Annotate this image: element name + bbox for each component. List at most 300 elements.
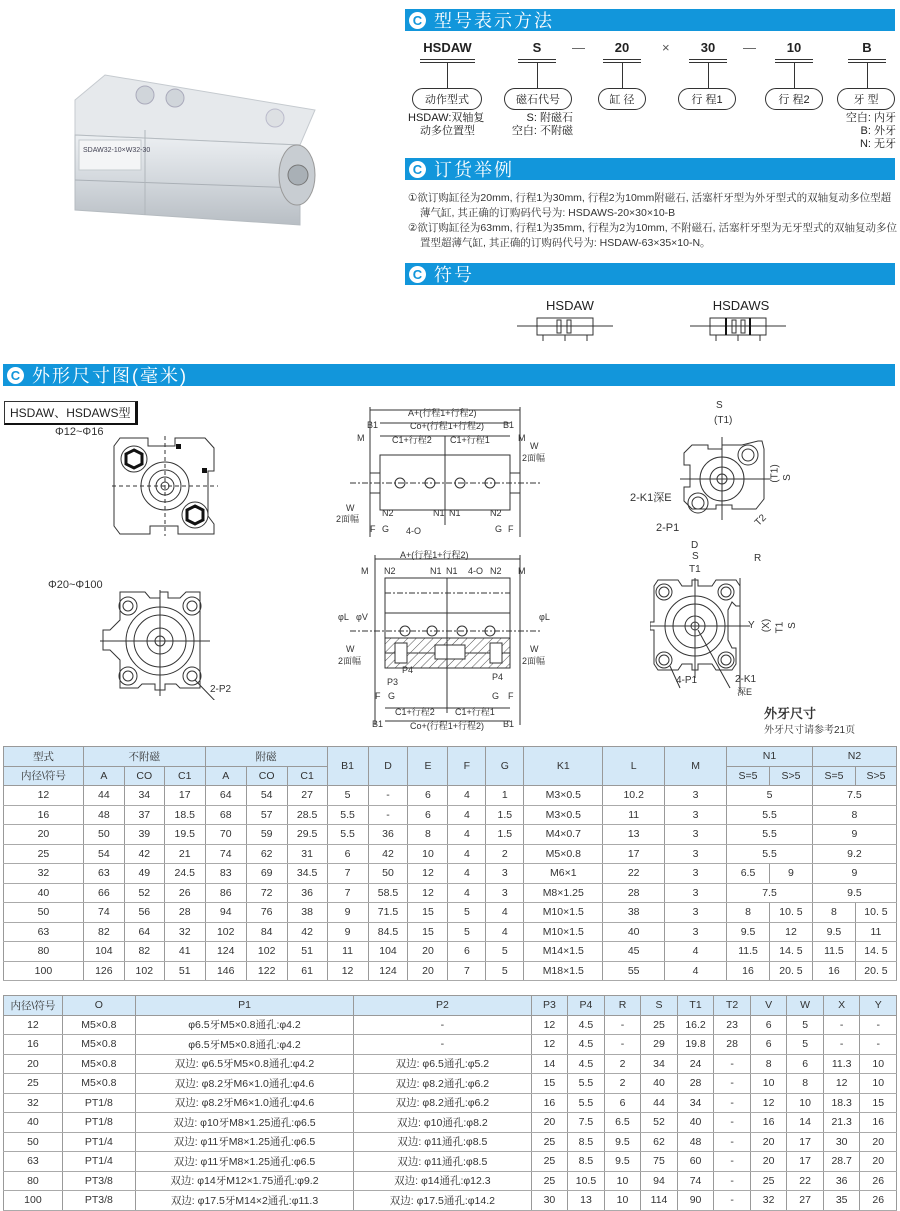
label-g: G [492,691,500,701]
label-m: M [518,566,526,576]
cell-k1: M14×1.5 [524,942,603,962]
table-2-cell: 6 [750,1035,787,1055]
label-c1-stroke2: C1+行程2 [392,435,432,445]
section-view-drawing [340,553,550,728]
table-row [4,942,897,962]
code-part-magnet: S [518,40,556,89]
table-2-cell: 34 [677,1093,714,1113]
cell-bore: 50 [4,903,84,923]
table-2-cell: - [354,1015,532,1035]
table-2-header-row [4,996,897,1016]
cell-k1: M10×1.5 [524,903,603,923]
table-2-cell: 100 [4,1191,63,1211]
label-2-k1-depth-e: 2-K1深E [630,492,672,504]
table-2-cell: 63 [4,1152,63,1172]
table-2-cell: 4.5 [568,1035,605,1055]
table-2-cell: 16.2 [677,1015,714,1035]
cell-a: 63 [83,864,124,884]
table-2-cell: - [714,1093,751,1113]
label-n2: N2 [490,508,502,518]
cell-k1: M3×0.5 [524,805,603,825]
table-row [4,1132,897,1152]
table-2-cell: PT1/4 [62,1132,135,1152]
table-2-cell: 10 [604,1191,641,1211]
cell-f: 5 [448,922,486,942]
cell-g: 1.5 [486,805,524,825]
table-2-cell: - [714,1152,751,1172]
table-2-cell: 5.5 [568,1074,605,1094]
table-2-cell: 双边: φ8.2通孔:φ6.2 [354,1074,532,1094]
cell-g: 3 [486,864,524,884]
cell-f: 7 [448,961,486,981]
table-2-cell: 6 [604,1093,641,1113]
table-2-cell: 25 [531,1132,568,1152]
cell-mc1: 28.5 [287,805,327,825]
table-row [4,805,897,825]
table-2-header-cell: P4 [568,996,605,1016]
cell-d: - [368,786,408,806]
cell-co: 49 [124,864,164,884]
header-type: 型式 [4,747,84,767]
label-action-type: 动作型式 [412,88,482,110]
code-part-bore: 20 [603,40,641,89]
header-co: CO [124,766,164,786]
header-d: D [368,747,408,786]
cell-k1: M10×1.5 [524,922,603,942]
cell-l: 45 [603,942,665,962]
external-thread-note: 外牙尺寸请参考21页 [764,725,856,736]
dimensions-table-1 [3,746,897,981]
c-bullet-icon: C [409,266,426,283]
header-no-magnet: 不附磁 [83,747,205,767]
label-p4: P4 [492,672,504,682]
table-2-cell: - [714,1132,751,1152]
label-n1: N1 [446,566,458,576]
header-c1: C1 [164,766,205,786]
table-2-cell: 12 [531,1015,568,1035]
cell-b1: 7 [327,883,368,903]
cell-n1-s5: 16 [727,961,770,981]
cell-n2: 9 [812,864,896,884]
label-d: D [691,540,699,551]
section-title: 外形尺寸图(毫米) [32,366,188,386]
order-examples [408,191,898,251]
cell-n1-sgt5: 14. 5 [770,942,813,962]
cell-n1-s5: 9.5 [727,922,770,942]
cell-b1: 6 [327,844,368,864]
table-2-cell: PT1/4 [62,1152,135,1172]
table-2-cell: - [860,1035,897,1055]
table-2-cell: 34 [641,1054,678,1074]
cell-n1: 7.5 [727,883,813,903]
table-row [4,1152,897,1172]
table-2-header-cell: V [750,996,787,1016]
section-header-dimensions [3,364,895,386]
table-row [4,1113,897,1133]
table-2-cell: 60 [677,1152,714,1172]
table-2-cell: 27 [787,1191,824,1211]
cell-co: 39 [124,825,164,845]
table-2-cell: 双边: φ14通孔:φ12.3 [354,1171,532,1191]
cell-l: 38 [603,903,665,923]
cell-b1: 5.5 [327,825,368,845]
cell-mc1: 61 [287,961,327,981]
label-a-total: A+(行程1+行程2) [400,550,469,560]
cell-e: 20 [408,961,448,981]
cell-bore: 25 [4,844,84,864]
section-header-order-example [405,158,895,180]
cell-e: 8 [408,825,448,845]
label-w-note: 2面幅 [522,656,546,666]
table-2-cell: - [860,1015,897,1035]
cell-g: 1.5 [486,825,524,845]
table-2-header-cell: X [823,996,860,1016]
cell-b1: 5 [327,786,368,806]
cell-g: 4 [486,922,524,942]
cell-co: 42 [124,844,164,864]
cylinder-symbol-magnet-icon [688,315,788,347]
cell-e: 12 [408,883,448,903]
table-2-cell: - [714,1191,751,1211]
label-s: S [786,622,798,629]
cell-d: 42 [368,844,408,864]
table-2-cell: 19.8 [677,1035,714,1055]
cell-ma: 102 [205,922,246,942]
header-n1-s5: S=5 [727,766,770,786]
table-1-body [4,786,897,981]
table-2-cell: 双边: φ10牙M8×1.25通孔:φ6.5 [135,1113,353,1133]
cell-a: 66 [83,883,124,903]
code-part-series: HSDAW [420,40,475,89]
label-g: G [388,691,396,701]
cell-mc1: 31 [287,844,327,864]
header-m: M [665,747,727,786]
cell-c1: 26 [164,883,205,903]
table-2-cell: 21.3 [823,1113,860,1133]
cell-c1: 24.5 [164,864,205,884]
table-2-cell: 12 [531,1035,568,1055]
cell-mc1: 51 [287,942,327,962]
cell-n2-sgt5: 14. 5 [855,942,896,962]
cell-mc1: 42 [287,922,327,942]
cell-mc1: 38 [287,903,327,923]
separator-dash: — [572,40,585,55]
table-2-cell: - [714,1113,751,1133]
label-p4: P4 [402,665,414,675]
table-2-cell: 16 [4,1035,63,1055]
label-w-note: 2面幅 [338,656,362,666]
table-2-cell: 双边: φ14牙M12×1.75通孔:φ9.2 [135,1171,353,1191]
label-4-o: 4-O [468,566,484,576]
label-thread-type: 牙 型 [837,88,895,110]
cell-d: 36 [368,825,408,845]
label-stroke1: 行 程1 [678,88,736,110]
cell-c1: 18.5 [164,805,205,825]
table-row [4,922,897,942]
end-view-large-right-drawing [650,578,800,693]
cell-n1-s5: 8 [727,903,770,923]
cell-d: 71.5 [368,903,408,923]
table-2-cell: - [604,1015,641,1035]
table-2-cell: 4.5 [568,1015,605,1035]
cell-mc1: 36 [287,883,327,903]
table-2-cell: 6 [750,1015,787,1035]
table-2-cell: 12 [750,1093,787,1113]
header-e: E [408,747,448,786]
cell-mco: 72 [246,883,287,903]
cell-c1: 28 [164,903,205,923]
cell-a: 48 [83,805,124,825]
cell-n1-sgt5: 12 [770,922,813,942]
section-title: 订货举例 [434,160,514,180]
label-n1: N1 [430,566,442,576]
table-2-cell: 2 [604,1074,641,1094]
table-2-cell: 15 [860,1093,897,1113]
cell-n2-sgt5: 20. 5 [855,961,896,981]
table-2-header-cell: W [787,996,824,1016]
cell-ma: 68 [205,805,246,825]
cell-n1: 5.5 [727,805,813,825]
table-2-cell: 114 [641,1191,678,1211]
code-part-stroke2: 10 [775,40,813,89]
table-2-cell: 30 [531,1191,568,1211]
cell-co: 52 [124,883,164,903]
table-2-cell: 28 [677,1074,714,1094]
label-w-note: 2面幅 [522,453,546,463]
end-view-small-bore-drawing [110,436,220,536]
table-2-cell: 40 [641,1074,678,1094]
header-n2-sgt5: S>5 [855,766,896,786]
cell-ma: 146 [205,961,246,981]
cell-b1: 9 [327,903,368,923]
table-2-cell: 双边: φ8.2通孔:φ6.2 [354,1093,532,1113]
table-2-cell: 16 [860,1113,897,1133]
header-k1: K1 [524,747,603,786]
label-b1: B1 [503,420,515,430]
header-bore: 内径\符号 [4,766,84,786]
label-magnet-code: 磁石代号 [504,88,572,110]
cell-k1: M4×0.7 [524,825,603,845]
desc-thread: 空白: 内牙 B: 外牙 N: 无牙 [845,112,896,150]
table-2-cell: 4.5 [568,1054,605,1074]
header-n1: N1 [727,747,813,767]
table-2-cell: 25 [750,1171,787,1191]
cell-ma: 94 [205,903,246,923]
label-s: S [716,400,723,411]
table-2-cell: 双边: φ11通孔:φ8.5 [354,1132,532,1152]
table-2-cell: 25 [531,1171,568,1191]
table-2-cell: - [823,1035,860,1055]
code-part-thread: B [848,40,886,89]
cell-m: 3 [665,805,727,825]
table-row [4,961,897,981]
table-2-cell: 35 [823,1191,860,1211]
table-2-cell: 双边: φ11牙M8×1.25通孔:φ6.5 [135,1132,353,1152]
table-2-cell: 74 [677,1171,714,1191]
label-w: W [530,644,539,654]
cell-bore: 100 [4,961,84,981]
table-row [4,825,897,845]
table-2-cell: 9.5 [604,1152,641,1172]
cell-mc1: 29.5 [287,825,327,845]
cell-f: 4 [448,864,486,884]
header-a: A [83,766,124,786]
cell-mco: 59 [246,825,287,845]
table-2-header-cell: P2 [354,996,532,1016]
table-2-cell: 25 [641,1015,678,1035]
cell-m: 3 [665,883,727,903]
cell-co: 64 [124,922,164,942]
label-c1-stroke2: C1+行程2 [395,707,435,717]
table-row [4,864,897,884]
cell-a: 104 [83,942,124,962]
cell-mc1: 27 [287,786,327,806]
cell-m: 4 [665,961,727,981]
cell-n2-s5: 8 [812,903,855,923]
table-2-cell: 20 [750,1132,787,1152]
table-2-cell: 10.5 [568,1171,605,1191]
cell-bore: 12 [4,786,84,806]
table-2-cell: 双边: φ6.5牙M5×0.8通孔:φ4.2 [135,1054,353,1074]
table-2-cell: 双边: φ11通孔:φ8.5 [354,1152,532,1172]
cell-a: 74 [83,903,124,923]
dimensions-table-2 [3,995,897,1211]
table-2-cell: 13 [568,1191,605,1211]
table-2-cell: 25 [531,1152,568,1172]
table-2-cell: 2 [604,1054,641,1074]
label-depth-e: 深E [737,687,753,697]
label-2-p1: 2-P1 [656,522,680,534]
label-phi-l: φL [539,612,550,622]
table-2-cell: 24 [677,1054,714,1074]
cell-e: 12 [408,864,448,884]
cell-m: 3 [665,864,727,884]
table-2-cell: 12 [823,1074,860,1094]
separator-times: × [662,40,670,55]
cell-e: 20 [408,942,448,962]
cell-b1: 5.5 [327,805,368,825]
table-2-body [4,1015,897,1210]
cell-m: 4 [665,942,727,962]
table-2-cell: 8 [750,1054,787,1074]
table-2-cell: 20 [4,1054,63,1074]
cell-f: 4 [448,786,486,806]
header-n2: N2 [812,747,896,767]
label-4-o: 4-O [406,526,422,536]
cell-n1: 5 [727,786,813,806]
cell-n2-s5: 9.5 [812,922,855,942]
label-p3: P3 [387,677,399,687]
table-row [4,1191,897,1211]
cell-k1: M6×1 [524,864,603,884]
table-2-cell: 40 [4,1113,63,1133]
table-2-cell: 52 [641,1113,678,1133]
cell-n2: 7.5 [812,786,896,806]
label-m: M [361,566,369,576]
table-2-header-cell: Y [860,996,897,1016]
table-2-cell: φ6.5牙M5×0.8通孔:φ4.2 [135,1035,353,1055]
table-2-header-cell: P3 [531,996,568,1016]
label-t1-paren: (T1) [769,464,781,483]
cell-bore: 40 [4,883,84,903]
table-2-cell: 6.5 [604,1113,641,1133]
label-co-total: Co+(行程1+行程2) [410,721,485,731]
product-photo [65,60,320,230]
table-2-cell: φ6.5牙M5×0.8通孔:φ4.2 [135,1015,353,1035]
cell-d: 124 [368,961,408,981]
order-example-2: ②欲订购缸径为63mm, 行程1为35mm, 行程为2为10mm, 不附磁石, 活塞杆牙型为无牙型式的双轴复动多位置型超薄气缸, 其正确的订购码代号为: HSDAW-63×35×10-N。 [408,222,897,249]
label-f: F [508,691,514,701]
label-w: W [346,644,355,654]
cell-ma: 64 [205,786,246,806]
cell-co: 37 [124,805,164,825]
table-2-cell: 20 [860,1132,897,1152]
table-2-cell: 16 [531,1093,568,1113]
table-2-cell: 6 [787,1054,824,1074]
cell-f: 4 [448,844,486,864]
cell-c1: 32 [164,922,205,942]
table-2-cell: 5.5 [568,1093,605,1113]
table-2-header-cell: S [641,996,678,1016]
range-label-small: Φ12~Φ16 [55,426,104,438]
table-2-cell: PT1/8 [62,1093,135,1113]
cell-mc1: 34.5 [287,864,327,884]
table-2-cell: PT3/8 [62,1191,135,1211]
table-2-header-cell: P1 [135,996,353,1016]
cell-l: 11 [603,805,665,825]
table-2-cell: M5×0.8 [62,1054,135,1074]
header-c1-mag: C1 [287,766,327,786]
cell-co: 102 [124,961,164,981]
label-b1: B1 [367,420,379,430]
label-co-total: Co+(行程1+行程2) [410,421,485,431]
label-t1-paren: (T1) [714,415,733,426]
cell-n2-s5: 11.5 [812,942,855,962]
cell-e: 15 [408,922,448,942]
table-2-cell: PT3/8 [62,1171,135,1191]
label-n2: N2 [490,566,502,576]
table-2-cell: 10 [787,1093,824,1113]
section-header-symbol [405,263,895,285]
table-row [4,1074,897,1094]
table-2-cell: 75 [641,1152,678,1172]
cell-d: - [368,805,408,825]
table-2-cell: 10 [860,1074,897,1094]
table-2-cell: 22 [787,1171,824,1191]
cell-d: 104 [368,942,408,962]
table-2-cell: 26 [860,1171,897,1191]
cell-f: 6 [448,942,486,962]
table-2-cell: 双边: φ11牙M8×1.25通孔:φ6.5 [135,1152,353,1172]
label-4-p1: 4-P1 [676,675,698,686]
table-2-cell: - [714,1171,751,1191]
table-2-cell: 10 [604,1171,641,1191]
label-g: G [382,524,390,534]
table-2-cell: 26 [860,1191,897,1211]
cell-e: 6 [408,786,448,806]
header-g: G [486,747,524,786]
table-2-header-cell: T1 [677,996,714,1016]
cell-co: 82 [124,942,164,962]
table-2-cell: 28 [714,1035,751,1055]
table-2-cell: 8 [787,1074,824,1094]
table-2-cell: 80 [4,1171,63,1191]
cell-n2: 8 [812,805,896,825]
cell-g: 5 [486,961,524,981]
cell-l: 17 [603,844,665,864]
table-row [4,883,897,903]
cell-mco: 102 [246,942,287,962]
